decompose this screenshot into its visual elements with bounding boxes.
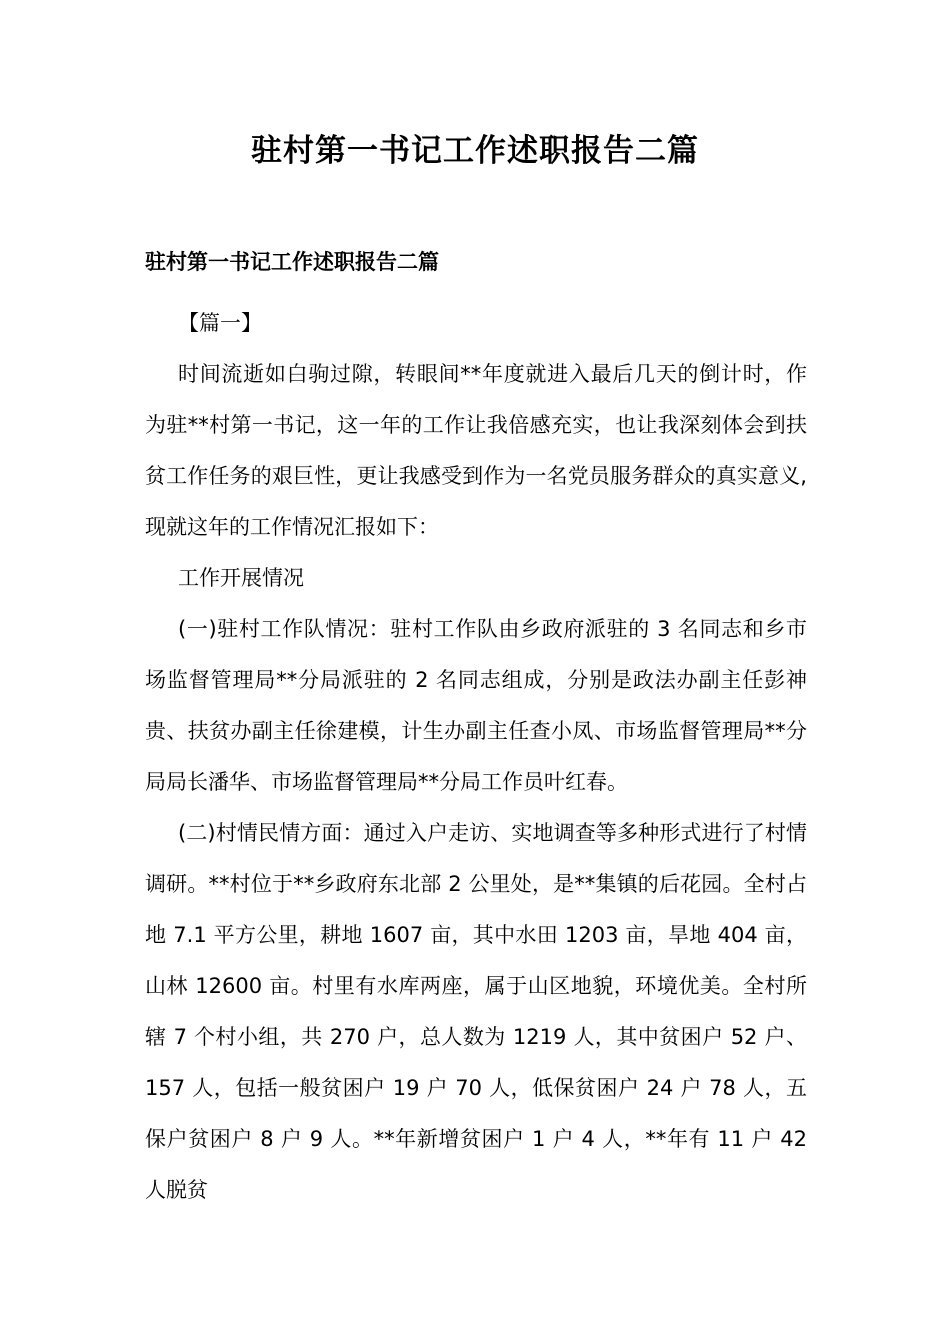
section-heading: 驻村第一书记工作述职报告二篇 xyxy=(145,250,439,274)
document-body xyxy=(145,298,807,1216)
paragraph-village-info: (二)村情民情方面：通过入户走访、实地调查等多种形式进行了村情调研。**村位于**乡政府东北部 2 公里处，是**集镇的后花园。全村占地 7.1 平方公里，耕地 1607 亩，其中水田 1203 亩，旱地 404 亩，山林 12600 亩。村里有水库两座，属于山区地貌，环境优美。全村所辖 7 个村小组，共 270 户，总人数为 1219 人，其中贫困户 52 户、157 人，包括一般贫困户 19 户 70 人，低保贫困户 24 户 78 人，五保户贫困户 8 户 9 人。**年新增贫困户 1 户 4 人，**年有 11 户 42 人脱贫 xyxy=(145,821,807,1202)
paragraph-work-heading: 工作开展情况 xyxy=(178,566,304,590)
paragraph-team: (一)驻村工作队情况：驻村工作队由乡政府派驻的 3 名同志和乡市场监督管理局**分局派驻的 2 名同志组成，分别是政法办副主任彭神贵、扶贫办副主任徐建模，计生办副主任查小凤、市场监督管理局**分局局长潘华、市场监督管理局**分局工作员叶红春。 xyxy=(145,617,807,794)
paragraph-intro: 时间流逝如白驹过隙，转眼间**年度就进入最后几天的倒计时，作为驻**村第一书记，这一年的工作让我倍感充实，也让我深刻体会到扶贫工作任务的艰巨性，更让我感受到作为一名党员服务群众的真实意义,现就这年的工作情况汇报如下： xyxy=(145,362,807,539)
document-title: 驻村第一书记工作述职报告二篇 xyxy=(251,133,699,169)
part-label: 【篇一】 xyxy=(178,311,262,335)
